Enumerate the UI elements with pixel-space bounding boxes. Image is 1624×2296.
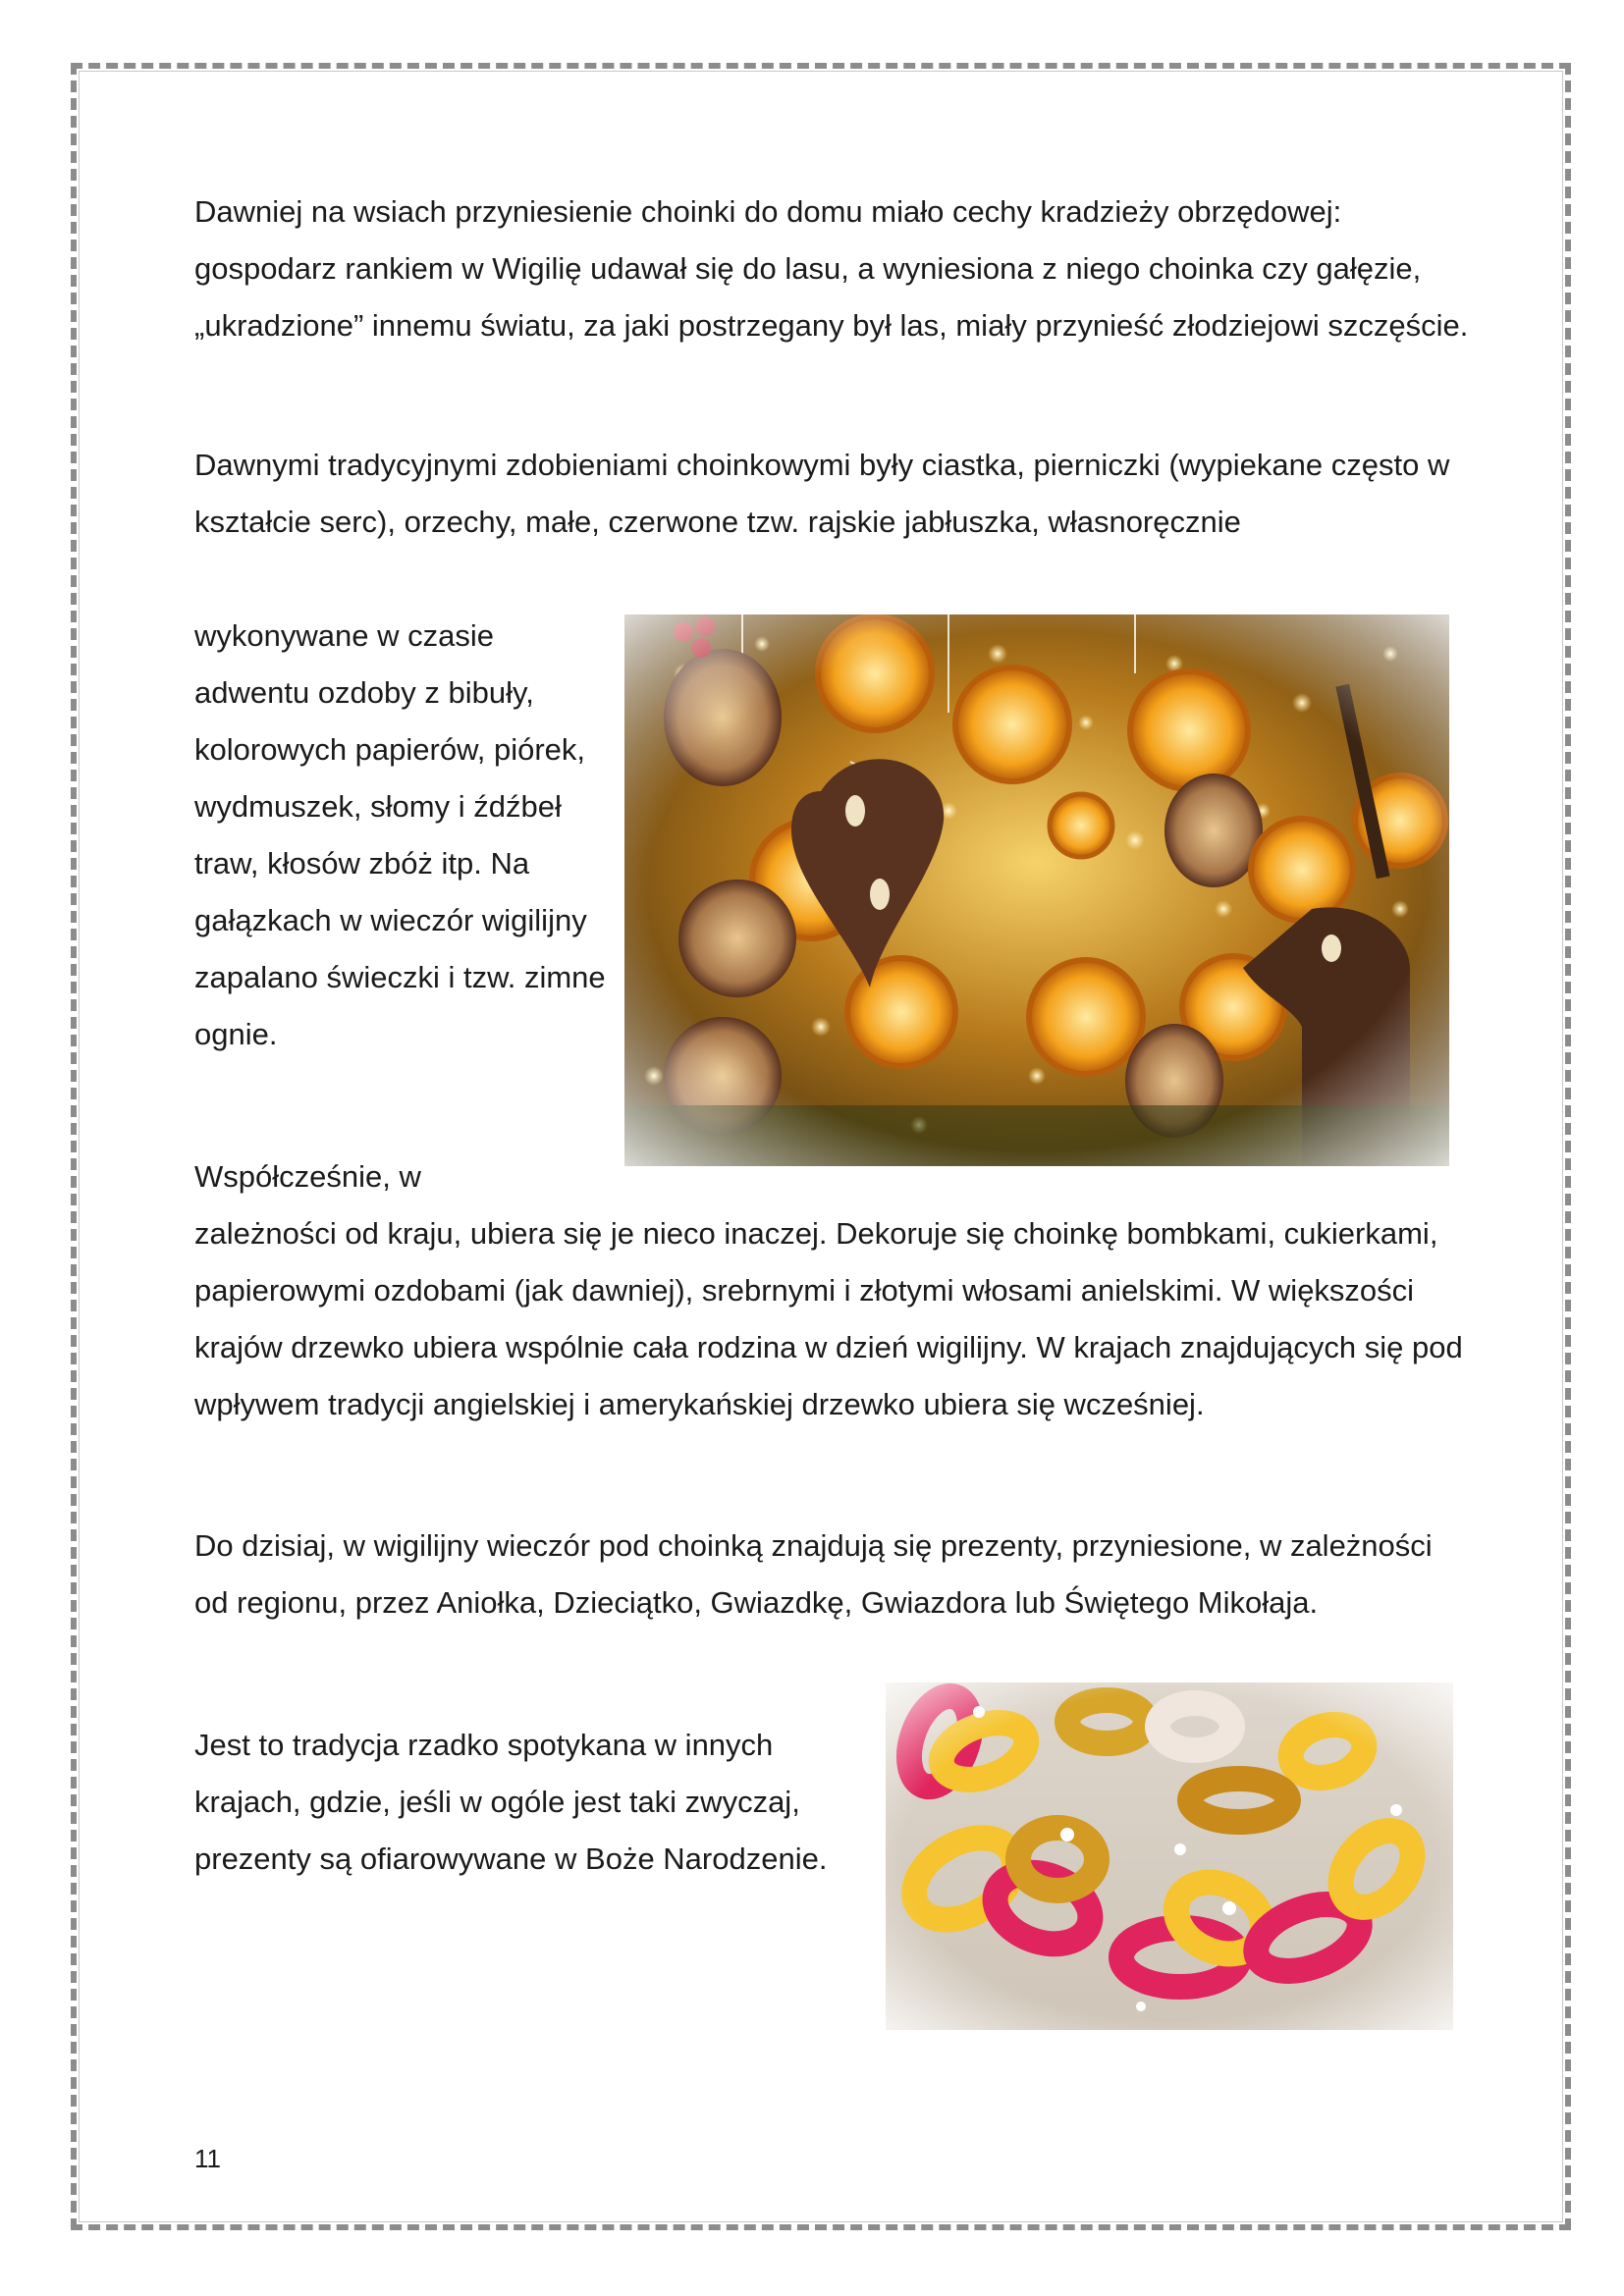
paragraph-rare-tradition: Jest to tradycja rzadko spotykana w innych krajach, gdzie, jeśli w ogóle jest taki zwyczaj, prezenty są ofiarowywane w Boże Narodzenie. <box>194 1728 828 1876</box>
paper-chain-photo <box>886 1682 1453 2030</box>
ornaments-illustration <box>624 614 1449 1166</box>
paragraph-traditional-decorations-lead: Dawnymi tradycyjnymi zdobieniami choinkowymi były ciastka, pierniczki (wypiekane często w kształcie serc), orzechy, małe, czerwone tzw. rajskie jabłuszka, własnoręcznie <box>194 448 1450 539</box>
paragraph-modern-decorating-lead: Współcześnie, w <box>194 1159 421 1194</box>
paragraph-traditional-decorations-wrap: wykonywane w czasie adwentu ozdoby z bibuły, kolorowych papierów, piórek, wydmuszek, słomy i źdźbeł traw, kłosów zbóż itp. Na gałązkach w wieczór wigilijny zapalano świeczki i tzw. zimne ognie. <box>194 618 606 1051</box>
paragraph-presents: Do dzisiaj, w wigilijny wieczór pod choinką znajdują się prezenty, przyniesione, w zależności od regionu, przez Aniołka, Dzieciątko, Gwiazdkę, Gwiazdora lub Świętego Mikołaja. <box>194 1528 1433 1620</box>
ornaments-photo <box>624 614 1449 1166</box>
paper-chain-illustration <box>886 1682 1453 2030</box>
paragraph-tree-theft: Dawniej na wsiach przyniesienie choinki do domu miało cechy kradzieży obrzędowej: gospodarz rankiem w Wigilię udawał się do lasu, a wyniesiona z niego choinka czy gałęzie, „ukradzione” innemu światu, za jaki postrzegany był las, miały przynieść złodziejowi szczęście. <box>194 194 1469 343</box>
paragraph-modern-decorating: zależności od kraju, ubiera się je nieco inaczej. Dekoruje się choinkę bombkami, cukierkami, papierowymi ozdobami (jak dawniej), srebrnymi i złotymi włosami anielskimi. W większości krajów drzewko ubiera wspólnie cała rodzina w dzień wigilijny. W krajach znajdujących się pod wpływem tradycji angielskiej i amerykańskiej drzewko ubiera się wcześniej. <box>194 1216 1463 1421</box>
page-number: 11 <box>194 2144 221 2173</box>
